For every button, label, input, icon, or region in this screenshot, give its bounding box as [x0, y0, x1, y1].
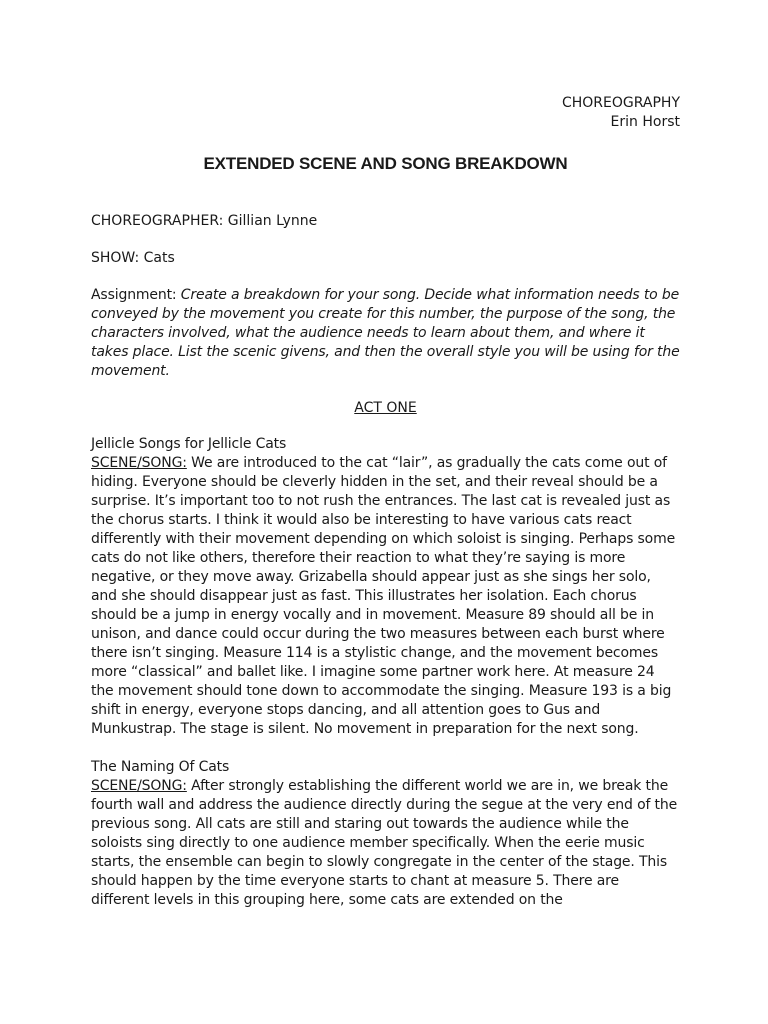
song-title: Jellicle Songs for Jellicle Cats [91, 436, 287, 452]
act-heading: ACT ONE [354, 400, 417, 416]
song-section [91, 435, 680, 739]
assignment-paragraph [91, 286, 680, 381]
document-header [91, 94, 680, 132]
course-name: CHOREOGRAPHY [561, 95, 680, 111]
song-description: We are introduced to the cat “lair”, as gradually the cats come out of hiding. Everyone should be cleverly hidden in the set, and their reveal should be a surprise. It’s important too to not rush the entrances. The last cat is revealed just as the chorus starts. I think it would also be interesting to have various cats react differently with their movement depending on which soloist is singing. Perhaps some cats do not like others, therefore their reaction to what they’re saying is more negative, or they move away. Grizabella should appear just as she sings her solo, and she should disappear just as fast. This illustrates her isolation. Each chorus should be a jump in energy vocally and in movement. Measure 89 should all be in unison, and dance could occur during the two measures between each burst where there isn’t singing. Measure 114 is a stylistic change, and the movement becomes more “classical” and ballet like. I imagine some partner work here. At measure 24 the movement should tone down to accommodate the singing. Measure 193 is a big shift in energy, everyone stops dancing, and all attention goes to Gus and Munkustrap. The stage is silent. No movement in preparation for the next song. [91, 455, 676, 737]
song-section [91, 758, 680, 910]
document-title: EXTENDED SCENE AND SONG BREAKDOWN [203, 154, 568, 173]
scene-song-label: SCENE/SONG: [91, 778, 187, 794]
assignment-text: Create a breakdown for your song. Decide what information needs to be conveyed by the movement you create for this number, the purpose of the song, the characters involved, what the audience needs to learn about them, and where it takes place. List the scenic givens, and then the overall style you will be using for the movement. [91, 287, 680, 379]
assignment-label: Assignment: [91, 287, 181, 303]
show-line: SHOW: Cats [91, 250, 175, 266]
scene-song-label: SCENE/SONG: [91, 455, 187, 471]
song-title: The Naming Of Cats [91, 759, 230, 775]
choreographer-line: CHOREOGRAPHER: Gillian Lynne [91, 213, 318, 229]
song-description: After strongly establishing the different world we are in, we break the fourth wall and address the audience directly during the segue at the very end of the previous song. All cats are still and staring out towards the audience while the soloists sing directly to one audience member specifically. When the eerie music starts, the ensemble can begin to slowly congregate in the center of the stage. This should happen by the time everyone starts to chant at measure 5. There are different levels in this grouping here, some cats are extended on the [91, 778, 678, 908]
author-name: Erin Horst [610, 114, 680, 130]
